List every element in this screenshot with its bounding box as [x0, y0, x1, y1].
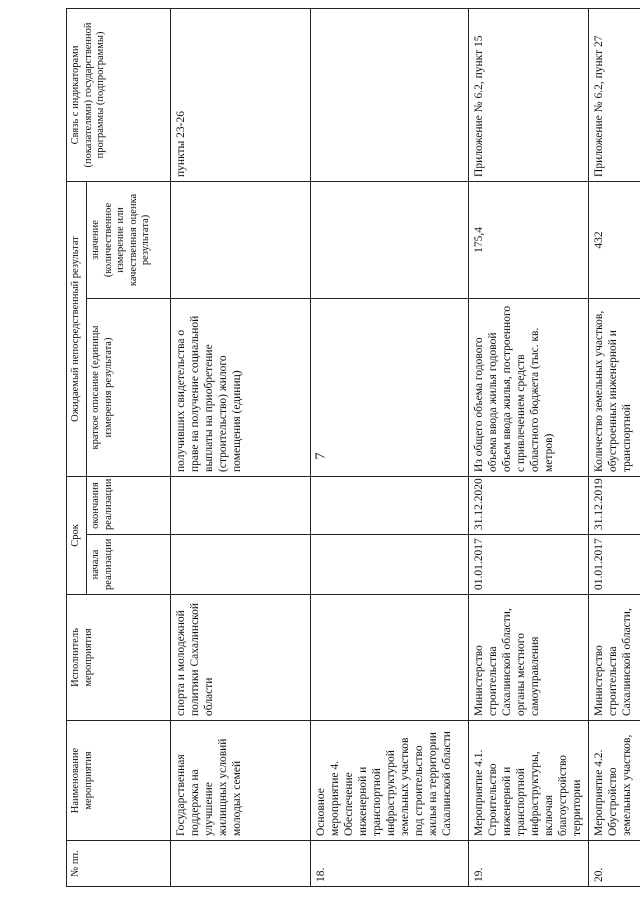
cell-start — [171, 535, 311, 595]
header-link: Связь с индикаторами (показателями) государственной программы (подпрограммы) — [67, 8, 171, 181]
cell-start: 01.01.2017 — [589, 535, 640, 595]
table-row — [171, 8, 311, 886]
cell-end: 31.12.2020 — [469, 476, 589, 534]
cell-executor: спорта и молодежной политики Сахалинской области — [171, 595, 311, 721]
cell-no: 20. — [589, 841, 640, 887]
header-row-1 — [67, 8, 87, 886]
cell-value: 432 — [589, 181, 640, 298]
cell-value — [311, 181, 469, 298]
header-term-start: начала реализации — [87, 535, 171, 595]
header-expected-desc: краткое описание (единицы измерения результата) — [87, 298, 171, 476]
cell-executor: Министерство строительства Сахалинской области, органы местного самоуправления — [469, 595, 589, 721]
cell-desc: получивших свидетельства о праве на получение социальной выплаты на приобретение (строительство) жилого помещения (единиц) — [171, 298, 311, 476]
cell-executor: Министерство строительства Сахалинской области, — [589, 595, 640, 721]
header-name: Наименование мероприятия — [67, 721, 171, 841]
cell-no — [171, 841, 311, 887]
cell-link: Приложение № 6.2, пункт 15 — [469, 8, 589, 181]
cell-name: Мероприятие 4.2. Обустройство земельных участков, — [589, 721, 640, 841]
cell-start: 01.01.2017 — [469, 535, 589, 595]
cell-value — [171, 181, 311, 298]
header-term-end: окончания реализации — [87, 476, 171, 534]
cell-end — [171, 476, 311, 534]
header-term: Срок — [67, 476, 87, 594]
cell-name: Государственная поддержка на улучшение жилищных условий молодых семей — [171, 721, 311, 841]
table-row — [589, 8, 640, 886]
rotated-page — [66, 9, 633, 887]
page-number: 7 — [313, 452, 329, 460]
cell-link — [311, 8, 469, 181]
cell-desc: Из общего объема годового объема ввода жилья годовой объем ввода жилья, построенного с привлечением средств областного бюджета (тыс. кв. метров) — [469, 298, 589, 476]
header-no: № пп. — [67, 841, 171, 887]
cell-name: Мероприятие 4.1. Строительство инженерной и транспортной инфраструктуры, включая благоустройство территории — [469, 721, 589, 841]
table-row — [311, 8, 469, 886]
cell-end — [311, 476, 469, 534]
activities-table — [66, 8, 640, 887]
cell-no: 18. — [311, 841, 469, 887]
cell-link: Приложение № 6.2, пункт 27 — [589, 8, 640, 181]
cell-value: 175,4 — [469, 181, 589, 298]
table-row — [469, 8, 589, 886]
cell-start — [311, 535, 469, 595]
header-expected-value: значение (количественное измерение или качественная оценка результата) — [87, 181, 171, 298]
cell-desc: Количество земельных участков, обустроенных инженерной и транспортной — [589, 298, 640, 476]
cell-executor — [311, 595, 469, 721]
cell-no: 19. — [469, 841, 589, 887]
header-executor: Исполнитель мероприятия — [67, 595, 171, 721]
cell-link: пункты 23-26 — [171, 8, 311, 181]
cell-desc — [311, 298, 469, 476]
cell-name: Основное мероприятие 4. Обеспечение инженерной и транспортной инфраструктурой земельных участков под строительство жилья на территории Сахалинской области — [311, 721, 469, 841]
header-expected: Ожидаемый непосредственный результат — [67, 181, 87, 476]
cell-end: 31.12.2019 — [589, 476, 640, 534]
